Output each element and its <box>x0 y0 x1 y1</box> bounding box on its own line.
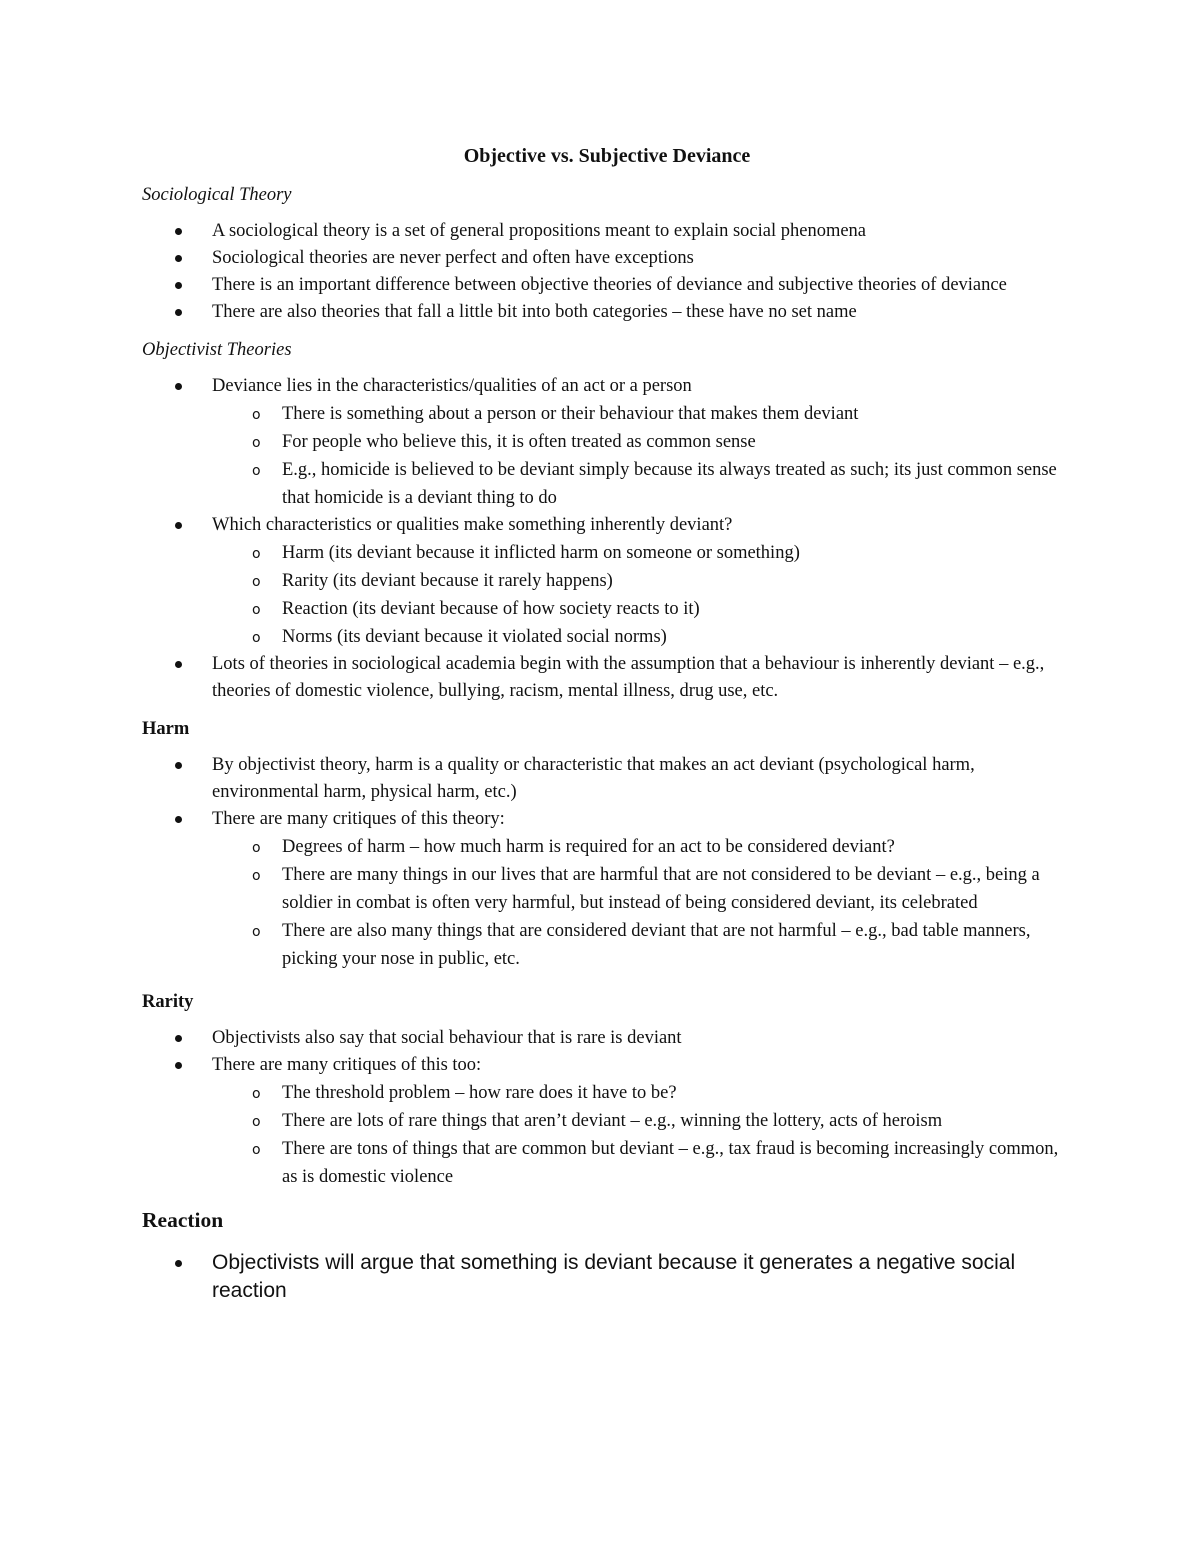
list-item: Objectivists also say that social behaviour that is rare is deviant <box>142 1025 1072 1052</box>
circle-bullet-icon: o <box>252 868 261 884</box>
sub-list-item: o Harm (its deviant because it inflicted harm on someone or something) <box>142 539 1072 567</box>
sub-list-item: o Degrees of harm – how much harm is required for an act to be considered deviant? <box>142 833 1072 861</box>
circle-bullet-icon: o <box>252 463 261 479</box>
list-item: A sociological theory is a set of general propositions meant to explain social phenomena <box>142 218 1072 245</box>
sub-list-item: o For people who believe this, it is often treated as common sense <box>142 428 1072 456</box>
sub-list-item: o There are also many things that are considered deviant that are not harmful – e.g., bad table manners, picking your nose in public, etc. <box>142 917 1072 973</box>
document-title: Objective vs. Subjective Deviance <box>463 145 751 167</box>
circle-bullet-icon: o <box>252 1086 261 1102</box>
sub-bullet-list <box>212 833 1072 973</box>
bullet-icon <box>175 309 182 316</box>
bullet-icon <box>175 522 182 529</box>
bullet-icon <box>175 228 182 235</box>
list-item: Sociological theories are never perfect and often have exceptions <box>142 245 1072 272</box>
circle-bullet-icon: o <box>252 630 261 646</box>
bullet-list <box>142 1249 1072 1305</box>
bullet-list <box>142 373 1072 705</box>
bullet-icon <box>175 1260 182 1267</box>
bullet-icon <box>175 661 182 668</box>
list-item: There are also theories that fall a little bit into both categories – these have no set name <box>142 299 1072 326</box>
list-item: By objectivist theory, harm is a quality or characteristic that makes an act deviant (psychological harm, environmental harm, physical harm, etc.) <box>142 752 1072 806</box>
sub-list-item: o The threshold problem – how rare does it have to be? <box>142 1079 1072 1107</box>
bullet-list <box>142 1025 1072 1191</box>
bullet-icon <box>175 383 182 390</box>
sub-list-item: o E.g., homicide is believed to be deviant simply because its always treated as such; its just common sense that homicide is a deviant thing to do <box>142 456 1072 512</box>
sub-list-item: o There are lots of rare things that aren’t deviant – e.g., winning the lottery, acts of heroism <box>142 1107 1072 1135</box>
circle-bullet-icon: o <box>252 924 261 940</box>
circle-bullet-icon: o <box>252 602 261 618</box>
circle-bullet-icon: o <box>252 435 261 451</box>
bullet-icon <box>175 1062 182 1069</box>
list-item: There is an important difference between objective theories of deviance and subjective theories of deviance <box>142 272 1072 299</box>
circle-bullet-icon: o <box>252 840 261 856</box>
list-item: Lots of theories in sociological academia begin with the assumption that a behaviour is inherently deviant – e.g., theories of domestic violence, bullying, racism, mental illness, drug use, etc. <box>142 651 1072 705</box>
section-heading-harm: Harm <box>142 719 190 739</box>
list-item: Which characteristics or qualities make something inherently deviant? o Harm (its deviant because it inflicted harm on someone or something) o Rarity (its deviant because it rarely happens) o Reaction (its deviant because of how society reacts to it) o Norms (its deviant because it violated social norms) <box>142 512 1072 651</box>
circle-bullet-icon: o <box>252 1142 261 1158</box>
sub-list-item: o Rarity (its deviant because it rarely happens) <box>142 567 1072 595</box>
sub-list-item: o There are tons of things that are common but deviant – e.g., tax fraud is becoming increasingly common, as is domestic violence <box>142 1135 1072 1191</box>
bullet-list <box>142 752 1072 973</box>
sub-list-item: o There is something about a person or their behaviour that makes them deviant <box>142 400 1072 428</box>
circle-bullet-icon: o <box>252 546 261 562</box>
list-item: There are many critiques of this theory: o Degrees of harm – how much harm is required for an act to be considered deviant? o There are many things in our lives that are harmful that are not considered to be deviant – e.g., being a soldier in combat is often very harmful, but instead of being considered deviant, its celebrated o There are also many things that are considered deviant that are not harmful – e.g., bad table manners, picking your nose in public, etc. <box>142 806 1072 973</box>
list-item: Objectivists will argue that something is deviant because it generates a negative social reaction <box>142 1249 1072 1305</box>
bullet-icon <box>175 1035 182 1042</box>
bullet-icon <box>175 762 182 769</box>
bullet-icon <box>175 816 182 823</box>
circle-bullet-icon: o <box>252 407 261 423</box>
section-heading-objectivist-theories: Objectivist Theories <box>142 340 292 360</box>
circle-bullet-icon: o <box>252 1114 261 1130</box>
sub-list-item: o Norms (its deviant because it violated social norms) <box>142 623 1072 651</box>
circle-bullet-icon: o <box>252 574 261 590</box>
section-heading-reaction: Reaction <box>142 1208 224 1232</box>
bullet-icon <box>175 282 182 289</box>
sub-list-item: o Reaction (its deviant because of how society reacts to it) <box>142 595 1072 623</box>
document-body <box>142 140 1072 1316</box>
sub-bullet-list <box>212 539 1072 651</box>
sub-bullet-list <box>212 1079 1072 1191</box>
sub-list-item: o There are many things in our lives that are harmful that are not considered to be deviant – e.g., being a soldier in combat is often very harmful, but instead of being considered deviant, its celebrated <box>142 861 1072 917</box>
sub-bullet-list <box>212 400 1072 512</box>
section-heading-rarity: Rarity <box>142 992 194 1012</box>
bullet-icon <box>175 255 182 262</box>
bullet-list <box>142 218 1072 326</box>
list-item: There are many critiques of this too: o The threshold problem – how rare does it have to be? o There are lots of rare things that aren’t deviant – e.g., winning the lottery, acts of heroism o There are tons of things that are common but deviant – e.g., tax fraud is becoming increasingly common, as is domestic violence <box>142 1052 1072 1191</box>
list-item: Deviance lies in the characteristics/qualities of an act or a person o There is something about a person or their behaviour that makes them deviant o For people who believe this, it is often treated as common sense o E.g., homicide is believed to be deviant simply because its always treated as such; its just common sense that homicide is a deviant thing to do <box>142 373 1072 512</box>
section-heading-sociological-theory: Sociological Theory <box>142 185 292 205</box>
